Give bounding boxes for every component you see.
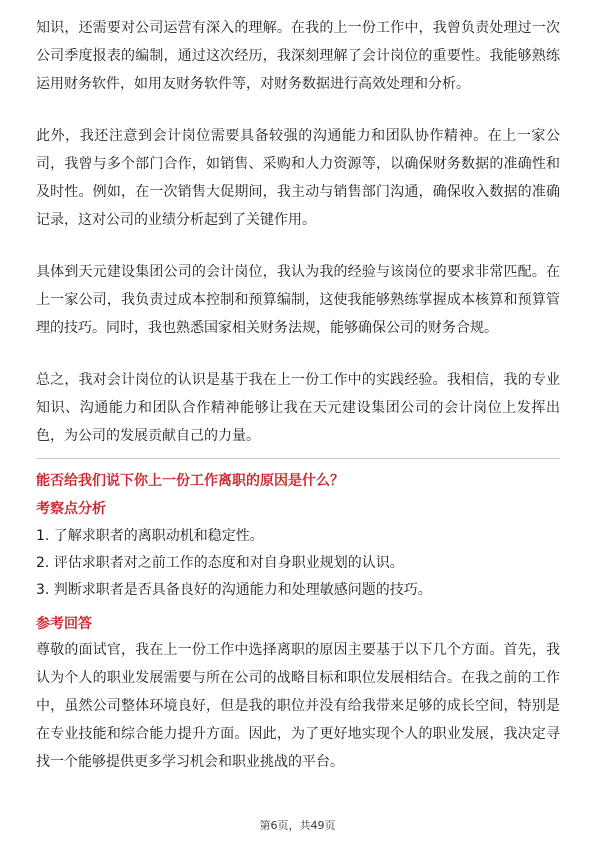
analysis-item-1: 1. 了解求职者的离职动机和稳定性。 [36, 528, 264, 544]
document-page [36, 14, 560, 776]
section-divider [36, 458, 560, 459]
body-paragraph-1: 知识，还需要对公司运营有深入的理解。在我的上一份工作中，我曾负责处理过一次公司季度报表的编制，通过这次经历，我深刻理解了会计岗位的重要性。我能够熟练运用财务软件，如用友财务软件等，对财务数据进行高效处理和分析。 [36, 20, 560, 92]
reference-answer-text: 尊敬的面试官，我在上一份工作中选择离职的原因主要基于以下几个方面。首先，我认为个人的职业发展需要与所在公司的战略目标和职位发展相结合。在我之前的工作中，虽然公司整体环境良好，但是我的职位并没有给我带来足够的成长空间，特别是在专业技能和综合能力提升方面。因此，为了更好地实现个人的职业发展，我决定寻找一个能够提供更多学习机会和职业挑战的平台。 [36, 642, 560, 770]
analysis-list [36, 523, 560, 604]
body-paragraph-2: 此外，我还注意到会计岗位需要具备较强的沟通能力和团队协作精神。在上一家公司，我曾与多个部门合作，如销售、采购和人力资源等，以确保财务数据的准确性和及时性。例如，在一次销售大促期间，我主动与销售部门沟通，确保收入数据的准确记录，这对公司的业绩分析起到了关键作用。 [36, 128, 560, 228]
body-paragraph-4: 总之，我对会计岗位的认识是基于我在上一份工作中的实践经验。我相信，我的专业知识、沟通能力和团队合作精神能够让我在天元建设集团公司的会计岗位上发挥出色，为公司的发展贡献自己的力量。 [36, 372, 560, 444]
analysis-title: 考察点分析 [36, 501, 106, 517]
page-number: 第6页，共49页 [259, 819, 336, 832]
body-paragraph-3: 具体到天元建设集团公司的会计岗位，我认为我的经验与该岗位的要求非常匹配。在上一家公司，我负责过成本控制和预算编制，这使我能够熟练掌握成本核算和预算管理的技巧。同时，我也熟悉国家相关财务法规，能够确保公司的财务合规。 [36, 264, 560, 336]
analysis-item-2: 2. 评估求职者对之前工作的态度和对自身职业规划的认识。 [36, 555, 404, 571]
reference-answer-title: 参考回答 [36, 616, 92, 632]
analysis-item-3: 3. 判断求职者是否具备良好的沟通能力和处理敏感问题的技巧。 [36, 582, 432, 598]
interview-question: 能否给我们说下你上一份工作离职的原因是什么？ [36, 473, 344, 489]
